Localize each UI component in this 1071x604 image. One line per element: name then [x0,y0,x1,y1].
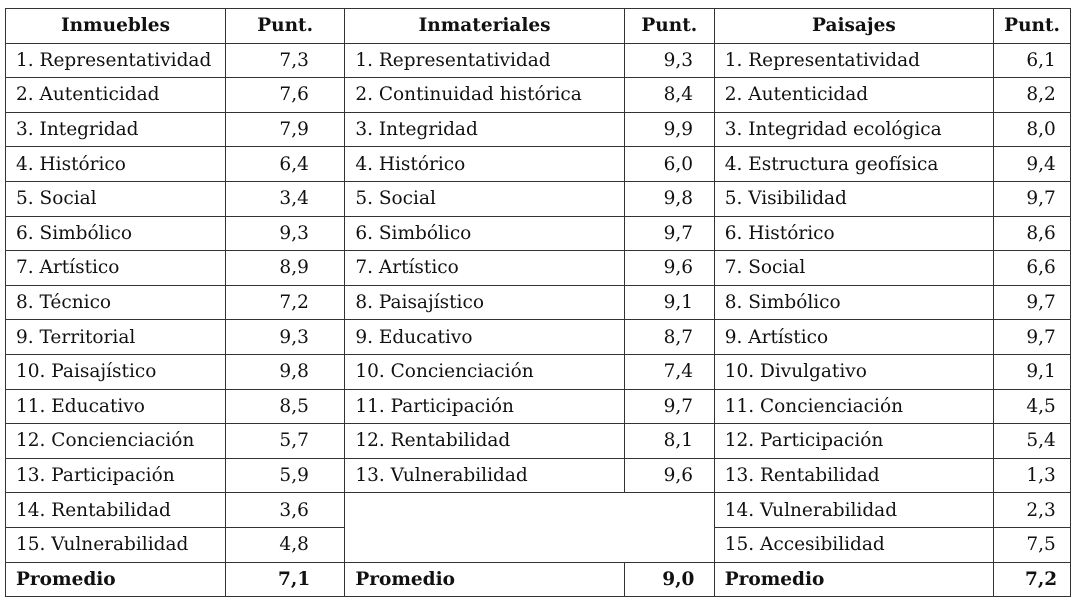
inmuebles-criterion: 15. Vulnerabilidad [6,527,226,562]
paisajes-criterion: 1. Representatividad [714,43,993,78]
paisajes-score: 9,1 [994,354,1071,389]
paisajes-score: 7,5 [994,527,1071,562]
inmateriales-promedio: 9,0 [624,562,714,597]
inmuebles-score: 9,8 [225,354,344,389]
inmuebles-criterion: 8. Técnico [6,285,226,320]
inmateriales-criterion: 8. Paisajístico [345,285,625,320]
inmuebles-score: 6,4 [225,147,344,182]
promedio-row [6,562,1071,597]
paisajes-score: 2,3 [994,493,1071,528]
paisajes-score: 9,4 [994,147,1071,182]
paisajes-criterion: 6. Histórico [714,216,993,251]
table-row [6,527,1071,562]
inmateriales-criterion: 10. Concienciación [345,354,625,389]
table-row [6,285,1071,320]
paisajes-score: 9,7 [994,181,1071,216]
table-row [6,251,1071,286]
table-row [6,147,1071,182]
table-body [6,43,1071,597]
empty-cell [345,527,625,562]
inmuebles-score: 7,3 [225,43,344,78]
inmateriales-criterion: 7. Artístico [345,251,625,286]
inmuebles-score: 3,4 [225,181,344,216]
inmateriales-score: 8,1 [624,424,714,459]
inmuebles-criterion: 11. Educativo [6,389,226,424]
inmuebles-score: 4,8 [225,527,344,562]
inmuebles-score: 9,3 [225,216,344,251]
inmuebles-criterion: 4. Histórico [6,147,226,182]
table-row [6,424,1071,459]
promedio-label: Promedio [345,562,625,597]
inmateriales-criterion: 3. Integridad [345,112,625,147]
inmateriales-criterion: 6. Simbólico [345,216,625,251]
inmateriales-score: 9,1 [624,285,714,320]
paisajes-criterion: 9. Artístico [714,320,993,355]
inmateriales-score: 9,6 [624,251,714,286]
header-punt-inmateriales: Punt. [624,9,714,44]
inmuebles-score: 8,9 [225,251,344,286]
paisajes-criterion: 5. Visibilidad [714,181,993,216]
header-inmuebles: Inmuebles [6,9,226,44]
paisajes-criterion: 8. Simbólico [714,285,993,320]
inmateriales-criterion: 1. Representatividad [345,43,625,78]
inmuebles-score: 7,6 [225,78,344,113]
header-inmateriales: Inmateriales [345,9,625,44]
table-row [6,181,1071,216]
empty-cell [624,493,714,528]
paisajes-criterion: 2. Autenticidad [714,78,993,113]
paisajes-score: 8,2 [994,78,1071,113]
inmuebles-score: 8,5 [225,389,344,424]
inmuebles-score: 9,3 [225,320,344,355]
inmuebles-criterion: 2. Autenticidad [6,78,226,113]
paisajes-criterion: 3. Integridad ecológica [714,112,993,147]
inmateriales-score: 8,4 [624,78,714,113]
inmateriales-score: 9,7 [624,389,714,424]
inmuebles-criterion: 3. Integridad [6,112,226,147]
header-paisajes: Paisajes [714,9,993,44]
paisajes-criterion: 4. Estructura geofísica [714,147,993,182]
table-row [6,112,1071,147]
empty-cell [345,493,625,528]
table-row [6,354,1071,389]
inmateriales-score: 6,0 [624,147,714,182]
inmateriales-score: 7,4 [624,354,714,389]
inmateriales-score: 9,7 [624,216,714,251]
inmuebles-criterion: 7. Artístico [6,251,226,286]
paisajes-criterion: 13. Rentabilidad [714,458,993,493]
paisajes-criterion: 15. Accesibilidad [714,527,993,562]
inmuebles-promedio: 7,1 [225,562,344,597]
header-row [6,9,1071,44]
table-row [6,320,1071,355]
inmateriales-score: 9,3 [624,43,714,78]
inmateriales-criterion: 12. Rentabilidad [345,424,625,459]
promedio-label: Promedio [714,562,993,597]
inmuebles-criterion: 1. Representatividad [6,43,226,78]
inmuebles-criterion: 13. Participación [6,458,226,493]
inmuebles-criterion: 12. Concienciación [6,424,226,459]
header-punt-paisajes: Punt. [994,9,1071,44]
inmuebles-criterion: 10. Paisajístico [6,354,226,389]
paisajes-score: 9,7 [994,320,1071,355]
table-row [6,389,1071,424]
paisajes-score: 1,3 [994,458,1071,493]
paisajes-score: 4,5 [994,389,1071,424]
inmateriales-criterion: 9. Educativo [345,320,625,355]
paisajes-score: 6,6 [994,251,1071,286]
table-row [6,458,1071,493]
inmateriales-score: 9,8 [624,181,714,216]
inmateriales-score: 9,9 [624,112,714,147]
paisajes-score: 8,6 [994,216,1071,251]
inmuebles-score: 7,2 [225,285,344,320]
inmuebles-score: 7,9 [225,112,344,147]
paisajes-score: 6,1 [994,43,1071,78]
promedio-label: Promedio [6,562,226,597]
inmateriales-criterion: 11. Participación [345,389,625,424]
header-punt-inmuebles: Punt. [225,9,344,44]
inmuebles-score: 5,7 [225,424,344,459]
paisajes-criterion: 12. Participación [714,424,993,459]
paisajes-score: 5,4 [994,424,1071,459]
paisajes-promedio: 7,2 [994,562,1071,597]
paisajes-criterion: 7. Social [714,251,993,286]
paisajes-criterion: 14. Vulnerabilidad [714,493,993,528]
scores-table [5,8,1071,597]
empty-cell [624,527,714,562]
inmuebles-criterion: 14. Rentabilidad [6,493,226,528]
inmuebles-score: 3,6 [225,493,344,528]
inmuebles-criterion: 9. Territorial [6,320,226,355]
inmateriales-criterion: 2. Continuidad histórica [345,78,625,113]
paisajes-criterion: 11. Concienciación [714,389,993,424]
inmateriales-criterion: 13. Vulnerabilidad [345,458,625,493]
table-row [6,216,1071,251]
inmateriales-criterion: 4. Histórico [345,147,625,182]
inmateriales-criterion: 5. Social [345,181,625,216]
table-row [6,43,1071,78]
inmuebles-score: 5,9 [225,458,344,493]
inmateriales-score: 8,7 [624,320,714,355]
table-row [6,78,1071,113]
table-row [6,493,1071,528]
inmuebles-criterion: 6. Simbólico [6,216,226,251]
inmateriales-score: 9,6 [624,458,714,493]
inmuebles-criterion: 5. Social [6,181,226,216]
paisajes-criterion: 10. Divulgativo [714,354,993,389]
paisajes-score: 9,7 [994,285,1071,320]
paisajes-score: 8,0 [994,112,1071,147]
